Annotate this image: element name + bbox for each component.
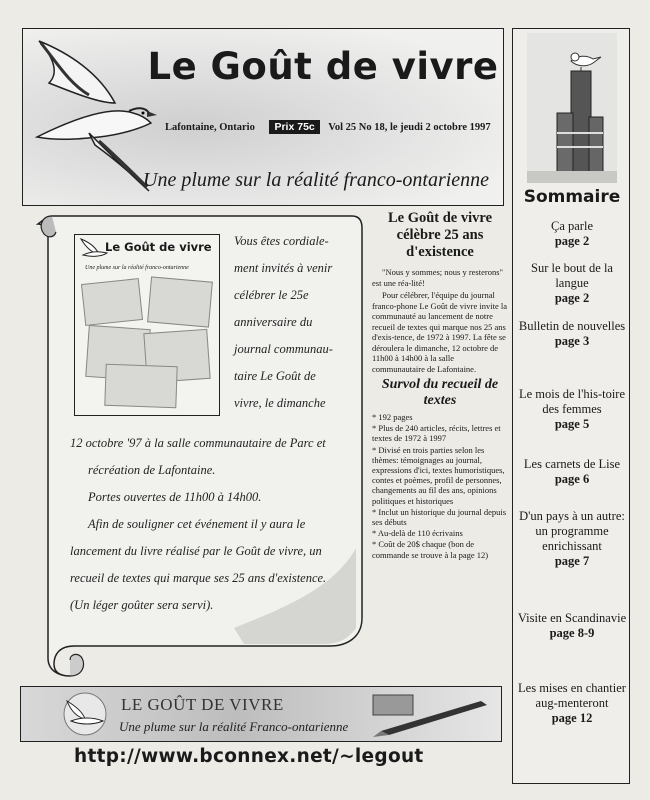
bullet-item: * Divisé en trois parties selon les thèmes: témoignages au journal, expressions d'ici, textes humoristiques, contes et poèmes, profil de personnes, changements au fil des ans, opinions politiques et historiques [372,444,505,506]
clipping [147,276,213,327]
tagline: Une plume sur la réalité franco-ontarienne [143,169,490,191]
sommaire-item: Visite en Scandinavie page 8-9 [517,611,627,640]
sommaire-item: Sur le bout de la langue page 2 [531,261,613,305]
edition-line [165,121,491,133]
clipping [81,278,143,326]
web-banner [20,686,502,742]
pier-seagull-illustration [527,33,617,203]
bullet-item: * Au-delà de 110 écrivains [372,528,463,539]
sommaire-item: Le mois de l'his-toire des femmes page 5 [518,387,626,431]
sommaire-item: Bulletin de nouvelles page 3 [518,319,626,348]
sommaire-item: D'un pays à un autre: un programme enrichissant page 7 [519,509,625,568]
bullet-item: * Coût de 20$ chaque (bon de commande se trouve à la page 12) [372,539,489,560]
bullet-item: * Plus de 240 articles, récits, lettres et textes de 1972 à 1997 [372,423,501,444]
sommaire-item: Ça parle page 2 [551,219,593,248]
article-paragraph: "Nous y sommes; nous y resterons" est une réa-lité! [372,267,503,288]
article-column [372,210,508,561]
article-paragraph: Pour célébrer, l'équipe du journal franco-phone Le Goût de vivre invite la communauté au lancement de notre recueil de textes qui marque nos 25 ans d'exis-tence, de 1972 à 1997. La fête se déroulera le dimanche, 12 octobre de 11h00 à 14h00 à la salle communautaire de Lafontaine. [372,290,508,374]
newspaper-collage [74,234,220,416]
article-headline: Le Goût de vivre célèbre 25 ans d'existence [387,210,493,260]
sommaire-item: Les mises en chantier aug-menteront page 12 [518,681,626,725]
location: Lafontaine, Ontario [165,122,255,133]
bullet-item: * 192 pages [372,412,413,422]
clipping [104,364,177,408]
inset-tagline: Une plume sur la réalité franco-ontarienne [85,265,189,271]
website-url[interactable]: http://www.bconnex.net/~legout [74,746,424,767]
article-subhead: Survol du recueil de textes [381,377,499,408]
sommaire-title: Sommaire [523,187,621,207]
pen-icon [351,691,497,739]
banner-title: LE GOÛT DE VIVRE [121,695,284,714]
inset-title: Le Goût de vivre [105,240,212,254]
newspaper-title: Le Goût de vivre [147,45,499,88]
seagull-icon [61,691,109,737]
banner-tagline: Une plume sur la réalité Franco-ontarienne [119,719,349,734]
invitation-text-body: 12 octobre '97 à la salle communautaire de Parc et récréation de Lafontaine. Portes ouvertes de 11h00 à 14h00. Afin de souligner cet événement il y aura le lancement du livre réalisé par le Goût de vivre, un recueil de textes qui marque ses 25 ans d'existence. (Un léger goûter sera servi). [70,436,327,612]
masthead [22,28,504,206]
price-badge: Prix 75c [269,120,319,134]
bullet-item: * Inclut un historique du journal depuis ses débuts [372,506,507,528]
invitation-text-top: Vous êtes cordiale- ment invités à venir célébrer le 25e anniversaire du journal communau- taire Le Goût de vivre, le dimanche [234,234,333,410]
issue-info: Vol 25 No 18, le jeudi 2 octobre 1997 [328,122,491,133]
sommaire-item: Les carnets de Lise page 6 [523,457,621,486]
sommaire-sidebar [512,28,630,784]
